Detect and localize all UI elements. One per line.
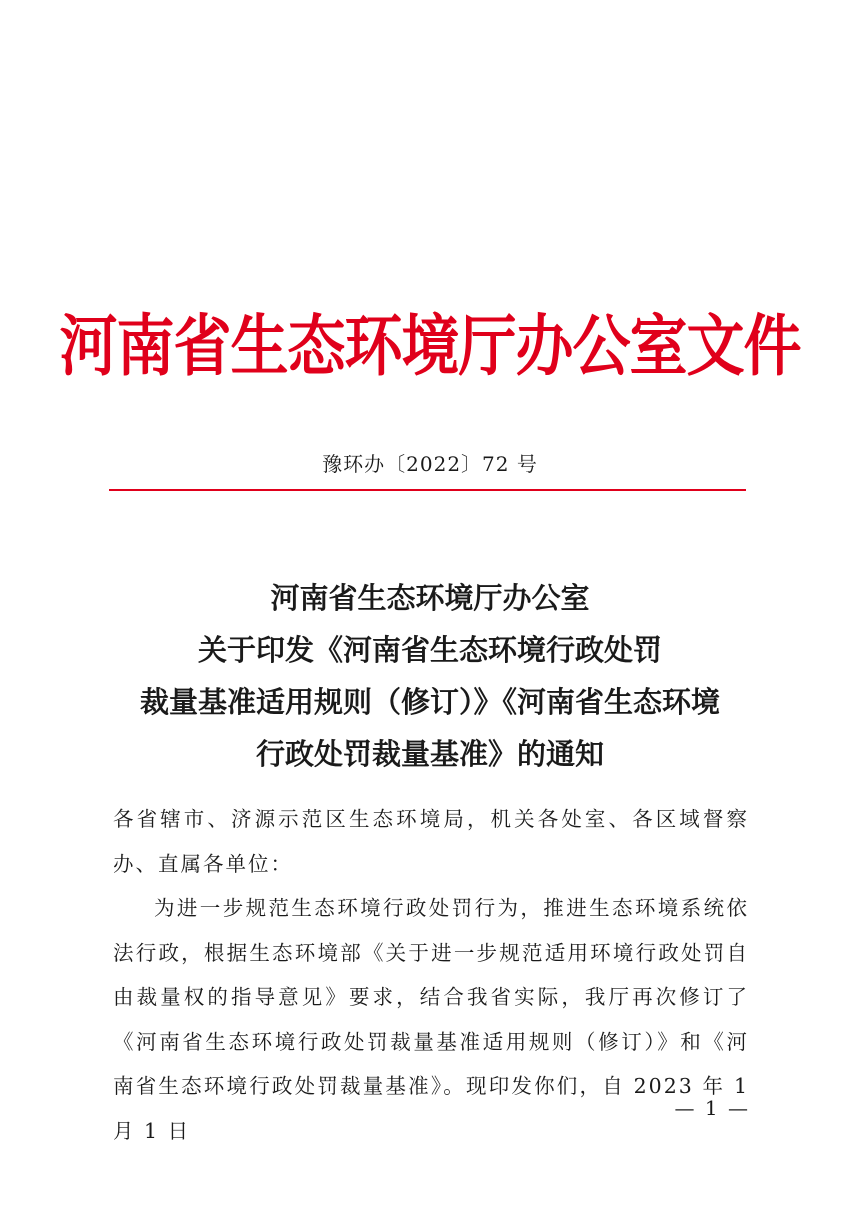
notice-title bbox=[0, 572, 860, 780]
page-number: — 1 — bbox=[674, 1096, 750, 1120]
body-paragraph: 为进一步规范生态环境行政处罚行为，推进生态环境系统依法行政，根据生态环境部《关于进一步规范适用环境行政处罚自由裁量权的指导意见》要求，结合我省实际，我厅再次修订了《河南省生态环境行政处罚裁量基准适用规则（修订）》和《河南省生态环境行政处罚裁量基准》。现印发你们，自 2023 年 1 月 1 日 bbox=[113, 896, 749, 1143]
red-divider-line bbox=[109, 489, 746, 491]
addressee: 各省辖市、济源示范区生态环境局，机关各处室、各区域督察办、直属各单位： bbox=[113, 807, 749, 876]
notice-title-line: 关于印发《河南省生态环境行政处罚 bbox=[197, 633, 662, 667]
notice-title-line: 河南省生态环境厅办公室 bbox=[270, 581, 590, 615]
document-number: 豫环办〔2022〕72 号 bbox=[322, 452, 538, 476]
document-header-title: 河南省生态环境厅办公室文件 bbox=[59, 306, 801, 386]
notice-title-line: 裁量基准适用规则（修订）》《河南省生态环境 bbox=[139, 685, 720, 719]
notice-title-line: 行政处罚裁量基准》的通知 bbox=[255, 737, 604, 771]
